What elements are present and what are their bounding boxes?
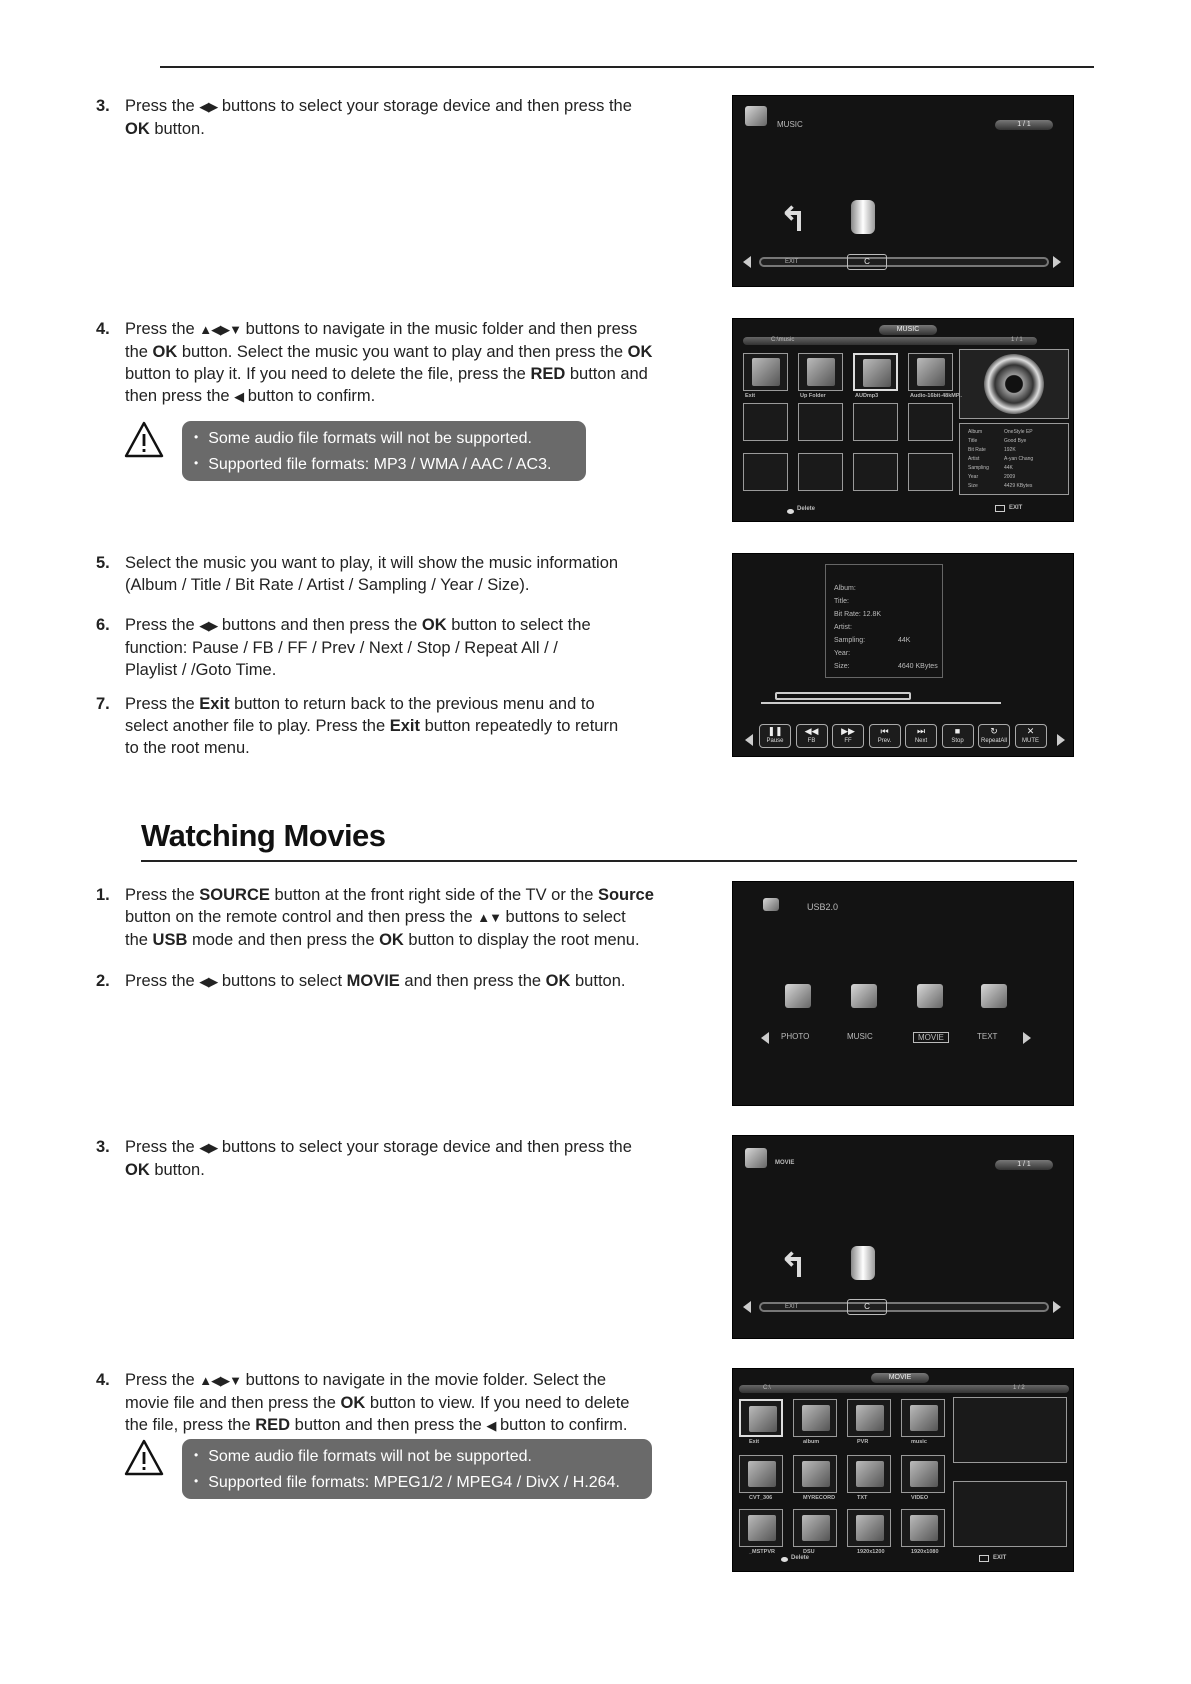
bold-term: OK: [421, 616, 447, 634]
text-run: button. Select the music you want to play and then press the: [177, 343, 628, 361]
file-tile[interactable]: [908, 403, 953, 441]
bold-term: OK: [379, 931, 404, 949]
bold-term: Exit: [199, 695, 230, 713]
text-run: and then press the: [399, 972, 546, 990]
prev-icon: ⏮: [880, 726, 889, 736]
direction-arrows-icon: ▲◀▶▼: [199, 1373, 242, 1388]
note-item: • Some audio file formats will not be supported.: [194, 1443, 640, 1469]
movie-clapper-icon[interactable]: [917, 984, 943, 1008]
back-arrow-icon: [752, 358, 780, 386]
step-line: [125, 118, 632, 140]
screen-title: USB2.0: [807, 902, 839, 912]
text-run: buttons to select your storage device and then press the: [217, 1138, 632, 1156]
folder-icon: [856, 1461, 884, 1487]
step-text: [125, 884, 654, 951]
info-value: Good Bye: [1004, 438, 1027, 444]
drive-icon[interactable]: [851, 1246, 875, 1280]
info-label: Bit Rate: [968, 447, 986, 453]
text-run: Press the: [125, 320, 200, 338]
step-line: [125, 737, 618, 759]
folder-tile[interactable]: [739, 1509, 783, 1547]
text-run: Press the: [125, 972, 200, 990]
text-run: buttons and then press the: [217, 616, 422, 634]
control-label: Prev.: [877, 738, 892, 744]
right-arrow-icon[interactable]: [1053, 256, 1061, 268]
folder-tile[interactable]: [847, 1399, 891, 1437]
step-number: 2.: [96, 972, 110, 990]
left-arrow-icon[interactable]: [745, 734, 753, 746]
preview-panel: [953, 1397, 1067, 1463]
right-arrow-icon[interactable]: [1053, 1301, 1061, 1313]
bold-term: SOURCE: [199, 886, 270, 904]
control-label: Next: [914, 738, 928, 744]
step-line: [125, 341, 652, 363]
text-run: Press the: [125, 1138, 200, 1156]
text-run: mode and then press the: [187, 931, 380, 949]
text-run: the: [125, 931, 153, 949]
text-run: button to select the: [446, 616, 591, 634]
text-run: button.: [149, 120, 205, 138]
step-text: [125, 970, 625, 993]
pause-button[interactable]: [759, 724, 791, 748]
info-value: 4429 KBytes: [1004, 483, 1033, 489]
file-tile[interactable]: [743, 403, 788, 441]
text-run: button.: [570, 972, 626, 990]
text-document-icon[interactable]: [981, 984, 1007, 1008]
album-art: [959, 349, 1069, 419]
right-arrow-icon[interactable]: [1023, 1032, 1031, 1044]
menu-item-photo[interactable]: PHOTO: [781, 1032, 810, 1041]
file-tile[interactable]: [908, 353, 953, 391]
screen-music-playing: [732, 553, 1074, 757]
step-number: 3.: [96, 97, 110, 115]
track-info-label: Artist:: [834, 624, 852, 631]
info-value: 44K: [1004, 465, 1013, 471]
text-run: button to play it. If you need to delete the file, press the: [125, 365, 531, 383]
file-info-panel: [953, 1481, 1067, 1547]
folder-tile[interactable]: [739, 1455, 783, 1493]
speaker-icon: [984, 354, 1044, 414]
file-label: Exit: [745, 393, 756, 399]
direction-arrows-icon: ◀▶: [199, 618, 218, 633]
text-run: Press the: [125, 695, 200, 713]
file-label: Audio-16bit-48kMP..: [910, 393, 962, 399]
note-item: • Some audio file formats will not be supported.: [194, 425, 574, 451]
exit-label[interactable]: EXIT: [785, 1304, 799, 1310]
text-run: button to confirm.: [243, 387, 376, 405]
direction-arrows-icon: ◀▶: [199, 974, 218, 989]
screen-movie-browser: [732, 1368, 1074, 1572]
track-info-label: Album:: [834, 585, 856, 592]
track-info-label: Size:: [834, 663, 850, 670]
folder-label: music: [911, 1439, 927, 1445]
step-text: [125, 552, 618, 596]
drive-label[interactable]: C: [847, 254, 887, 270]
screen-title: MOVIE: [775, 1160, 795, 1166]
file-tile[interactable]: [853, 453, 898, 491]
drive-icon[interactable]: [851, 200, 875, 234]
step-line: [125, 318, 652, 341]
step-line: [125, 1159, 632, 1181]
music-format-note: [182, 421, 586, 481]
bold-term: RED: [255, 1416, 291, 1434]
folder-label: Exit: [749, 1439, 760, 1445]
control-label: Pause: [766, 738, 784, 744]
text-run: movie file and then press the: [125, 1394, 341, 1412]
info-value: 192K: [1004, 447, 1016, 453]
exit-label[interactable]: EXIT: [1009, 505, 1023, 511]
text-run: button and: [565, 365, 648, 383]
ff-icon: ▶▶: [841, 726, 855, 736]
screen-header: MUSIC: [879, 325, 937, 335]
file-tile[interactable]: [798, 353, 843, 391]
direction-arrows-icon: ◀▶: [199, 99, 218, 114]
step-line: [125, 659, 591, 681]
folder-tile[interactable]: [793, 1455, 837, 1493]
control-label: FF: [844, 738, 852, 744]
ff-button[interactable]: [832, 724, 864, 748]
folder-label: 1920x1080: [911, 1549, 939, 1555]
step-line: [125, 906, 654, 929]
track-info-value: 4640 KBytes: [898, 663, 938, 670]
text-run: buttons to navigate in the music folder and then press: [241, 320, 638, 338]
track-info-box: [825, 564, 943, 678]
text-run: Select the music you want to play, it will show the music information: [125, 554, 619, 572]
movie-clapper-icon: [745, 1148, 767, 1168]
direction-arrows-icon: ◀▶: [199, 1140, 218, 1155]
step-number: 3.: [96, 1138, 110, 1156]
step-line: [125, 715, 618, 737]
text-run: the file, press the: [125, 1416, 256, 1434]
step-line: [125, 552, 618, 574]
info-label: Album: [968, 429, 983, 435]
folder-tile[interactable]: [847, 1455, 891, 1493]
text-run: button at the front right side of the TV or the: [269, 886, 598, 904]
bold-term: OK: [627, 343, 653, 361]
progress-bar[interactable]: [775, 692, 911, 700]
step-line: [125, 385, 652, 408]
step-line: [125, 95, 632, 118]
folder-label: DSU: [803, 1549, 815, 1555]
info-label: Artist: [968, 456, 980, 462]
track-info-label: Year:: [834, 650, 851, 657]
text-run: buttons to select: [500, 908, 626, 926]
step-line: [125, 884, 654, 906]
red-button-icon: [781, 1557, 788, 1562]
note-item: • Supported file formats: MP3 / WMA / AAC / AC3.: [194, 451, 574, 477]
menu-bar: [759, 257, 1049, 267]
folder-label: PVR: [857, 1439, 869, 1445]
folder-icon: [856, 1515, 884, 1541]
folder-tile[interactable]: [901, 1509, 945, 1547]
section-title: Watching Movies: [141, 818, 386, 853]
music-info-panel: [959, 423, 1069, 495]
text-run: buttons to select your storage device and then press the: [217, 97, 632, 115]
step-number: 4.: [96, 320, 110, 338]
menu-item-text[interactable]: TEXT: [977, 1032, 998, 1041]
step-text: [125, 318, 652, 408]
file-tile[interactable]: [908, 453, 953, 491]
step-line: [125, 1392, 629, 1414]
repeatall-button[interactable]: [978, 724, 1010, 748]
bold-term: OK: [340, 1394, 366, 1412]
file-label: AUDmp3: [855, 393, 879, 399]
folder-tile[interactable]: [901, 1455, 945, 1493]
menu-item-movie[interactable]: MOVIE: [913, 1032, 949, 1043]
folder-icon: [802, 1515, 830, 1541]
movie-format-note: [182, 1439, 652, 1499]
folder-label: TXT: [857, 1495, 868, 1501]
track-info-label: Title:: [834, 598, 849, 605]
back-arrow-icon: [749, 1406, 777, 1432]
bold-term: OK: [125, 1161, 150, 1179]
screen-usb-root: [732, 881, 1074, 1106]
step-line: [125, 1369, 629, 1392]
stop-icon: ■: [954, 726, 961, 736]
step-number: 5.: [96, 554, 110, 572]
step-text: [125, 95, 632, 140]
right-arrow-icon[interactable]: [1057, 734, 1065, 746]
info-label: Title: [968, 438, 978, 444]
track-info-label: Bit Rate: 12.8K: [834, 611, 882, 618]
text-run: button to confirm.: [495, 1416, 628, 1434]
text-run: Playlist / /Goto Time.: [125, 661, 277, 679]
step-line: [125, 929, 654, 951]
control-label: Stop: [951, 738, 964, 744]
back-arrow-icon[interactable]: ↰: [779, 1247, 808, 1285]
step-line: [125, 970, 625, 993]
step-number: 7.: [96, 695, 110, 713]
bold-term: Source: [597, 886, 654, 904]
exit-label[interactable]: EXIT: [993, 1555, 1007, 1561]
info-value: A-yan Chang: [1004, 456, 1034, 462]
step-number: 4.: [96, 1371, 110, 1389]
text-run: button and then press the: [290, 1416, 487, 1434]
track-info-value: 44K: [898, 637, 911, 644]
page-indicator: 1 / 1: [1011, 337, 1023, 343]
file-tile[interactable]: [798, 453, 843, 491]
folder-icon: [802, 1405, 830, 1431]
bold-term: OK: [125, 120, 150, 138]
step-line: [125, 574, 618, 596]
audio-file-icon: [917, 358, 945, 386]
screen-header: MOVIE: [871, 1373, 929, 1383]
folder-icon: [910, 1461, 938, 1487]
text-run: to the root menu.: [125, 739, 250, 757]
folder-label: CVT_306: [749, 1495, 773, 1501]
step-text: [125, 693, 618, 759]
prev-button[interactable]: [869, 724, 901, 748]
folder-tile[interactable]: [847, 1509, 891, 1547]
screen-movie-device: [732, 1135, 1074, 1339]
exit-key-icon: [995, 505, 1005, 512]
stop-button[interactable]: [942, 724, 974, 748]
bold-term: MOVIE: [346, 972, 400, 990]
track-info-label: Sampling:: [834, 637, 866, 644]
left-arrow-icon[interactable]: [743, 256, 751, 268]
step-line: [125, 637, 591, 659]
screen-music-browser: [732, 318, 1074, 522]
exit-key-icon: [979, 1555, 989, 1562]
text-run: Press the: [125, 616, 200, 634]
exit-label[interactable]: EXIT: [785, 259, 799, 265]
step-line: [125, 693, 618, 715]
file-tile[interactable]: [853, 403, 898, 441]
text-run: Press the: [125, 886, 200, 904]
delete-label[interactable]: Delete: [797, 506, 816, 512]
folder-icon: [802, 1461, 830, 1487]
left-arrow-icon[interactable]: [743, 1301, 751, 1313]
warning-icon: [124, 420, 164, 460]
folder-icon: [910, 1515, 938, 1541]
bold-term: OK: [152, 343, 178, 361]
step-line: [125, 363, 652, 385]
direction-arrows-icon: ◀: [486, 1418, 496, 1433]
text-run: button repeatedly to return: [420, 717, 619, 735]
step-line: [125, 1136, 632, 1159]
step-text: [125, 1369, 629, 1437]
text-run: the: [125, 343, 153, 361]
file-tile[interactable]: [743, 353, 788, 391]
next-icon: ⏭: [916, 726, 926, 736]
pause-icon: ❚❚: [767, 726, 783, 736]
warning-icon: [124, 1438, 164, 1478]
gramophone-icon[interactable]: [851, 984, 877, 1008]
folder-icon: [910, 1405, 938, 1431]
bold-term: RED: [530, 365, 566, 383]
info-label: Sampling: [968, 465, 989, 471]
folder-tile[interactable]: [901, 1399, 945, 1437]
info-value: 2009: [1004, 474, 1016, 480]
movie-clapper-icon: [745, 106, 767, 126]
text-run: buttons to select: [217, 972, 347, 990]
page-indicator: 1 / 2: [1013, 1385, 1025, 1391]
folder-icon: [748, 1461, 776, 1487]
repeatall-icon: ↻: [990, 726, 998, 736]
left-arrow-icon[interactable]: [761, 1032, 769, 1044]
next-button[interactable]: [905, 724, 937, 748]
folder-tile[interactable]: [793, 1509, 837, 1547]
top-rule: [160, 66, 1094, 68]
menu-bar: [759, 1302, 1049, 1312]
delete-label[interactable]: Delete: [791, 1555, 810, 1561]
text-run: buttons to navigate in the movie folder. Select the: [241, 1371, 607, 1389]
file-tile[interactable]: [853, 353, 898, 391]
usb-icon: [763, 898, 779, 911]
screen-music-device: [732, 95, 1074, 287]
camera-icon[interactable]: [785, 984, 811, 1008]
info-value: OneStyle EP: [1004, 429, 1033, 435]
section-rule: [141, 860, 1077, 862]
control-label: FB: [807, 738, 816, 744]
text-run: function: Pause / FB / FF / Prev / Next / Stop / Repeat All / /: [125, 639, 558, 657]
text-run: (Album / Title / Bit Rate / Artist / Sampling / Year / Size).: [125, 576, 530, 594]
text-run: Press the: [125, 97, 200, 115]
red-button-icon: [787, 509, 794, 514]
bold-term: OK: [545, 972, 571, 990]
drive-label[interactable]: C: [847, 1299, 887, 1315]
folder-icon: [807, 358, 835, 386]
file-tile[interactable]: [743, 453, 788, 491]
folder-label: VIDEO: [911, 1495, 929, 1501]
text-run: button to view. If you need to delete: [365, 1394, 630, 1412]
direction-arrows-icon: ▲◀▶▼: [199, 322, 242, 337]
step-line: [125, 1414, 629, 1437]
page-indicator: 1 / 1: [995, 1160, 1053, 1170]
text-run: button on the remote control and then press the: [125, 908, 478, 926]
mute-icon: ✕: [1026, 726, 1035, 736]
fb-button[interactable]: [796, 724, 828, 748]
text-run: Press the: [125, 1371, 200, 1389]
mute-button[interactable]: [1015, 724, 1047, 748]
folder-icon: [856, 1405, 884, 1431]
seek-line: [761, 702, 1001, 704]
screen-title: MUSIC: [777, 120, 803, 129]
control-label: MUTE: [1022, 738, 1039, 744]
page-indicator: 1 / 1: [995, 120, 1053, 130]
folder-label: 1920x1200: [857, 1549, 885, 1555]
folder-tile[interactable]: [739, 1399, 783, 1437]
step-number: 1.: [96, 886, 110, 904]
step-line: [125, 614, 591, 637]
direction-arrows-icon: ▲▼: [477, 910, 501, 925]
back-arrow-icon[interactable]: ↰: [779, 201, 808, 239]
path-text: C:\: [763, 1385, 771, 1391]
text-run: then press the: [125, 387, 235, 405]
text-run: select another file to play. Press the: [125, 717, 390, 735]
folder-label: album: [803, 1439, 820, 1445]
file-label: Up Folder: [800, 393, 826, 399]
control-label: RepeatAll: [980, 738, 1007, 744]
bold-term: USB: [152, 931, 188, 949]
direction-arrows-icon: ◀: [234, 389, 244, 404]
audio-file-icon: [863, 359, 891, 387]
info-label: Year: [968, 474, 979, 480]
text-run: button to display the root menu.: [403, 931, 640, 949]
fb-icon: ◀◀: [804, 726, 819, 736]
info-label: Size: [968, 483, 978, 489]
path-text: C:\music: [771, 337, 795, 343]
folder-label: MYRECORD: [803, 1495, 836, 1501]
folder-tile[interactable]: [793, 1399, 837, 1437]
note-item: • Supported file formats: MPEG1/2 / MPEG4 / DivX / H.264.: [194, 1469, 640, 1495]
folder-icon: [748, 1515, 776, 1541]
text-run: button to return back to the previous menu and to: [229, 695, 595, 713]
file-tile[interactable]: [798, 403, 843, 441]
step-number: 6.: [96, 616, 110, 634]
step-text: [125, 614, 591, 681]
step-text: [125, 1136, 632, 1181]
text-run: button.: [149, 1161, 205, 1179]
bold-term: Exit: [389, 717, 421, 735]
folder-label: _MSTPVR: [749, 1549, 775, 1555]
menu-item-music[interactable]: MUSIC: [847, 1032, 873, 1041]
